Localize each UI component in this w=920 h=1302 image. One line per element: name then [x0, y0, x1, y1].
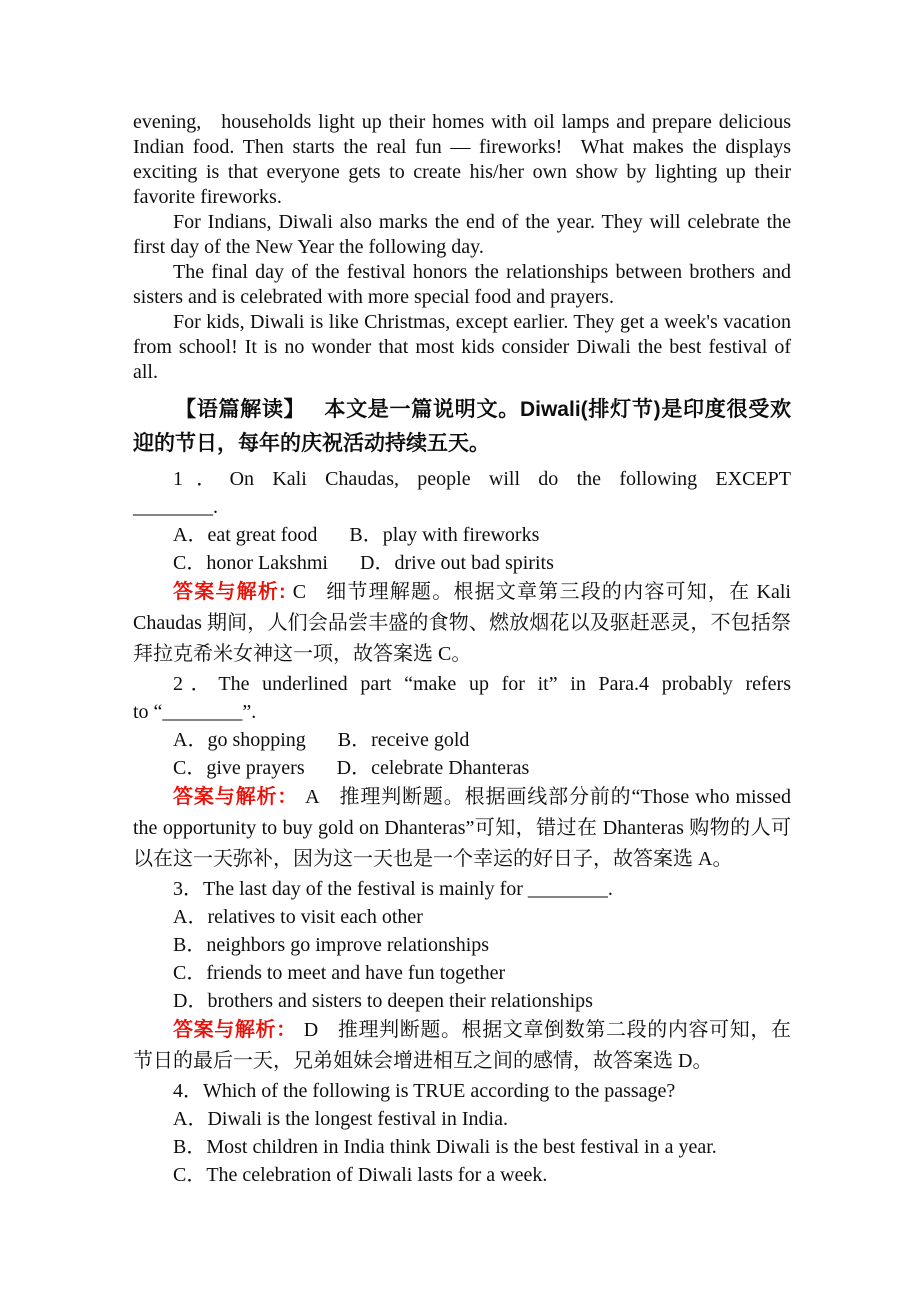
- option-d: D．celebrate Dhanteras: [336, 757, 530, 779]
- option-a: A．eat great food: [173, 524, 318, 546]
- answer-letter: D: [303, 1019, 319, 1041]
- question-1: [133, 465, 791, 670]
- passage-paragraph: For Indians, Diwali also marks the end of the year. They will celebrate the first day of the New Year the following day.: [133, 211, 791, 258]
- option-row: [133, 987, 791, 1015]
- option-c: C．give prayers: [173, 757, 305, 779]
- option-row: [133, 903, 791, 931]
- analysis-text: 推理判断题。根据画线部分前的“Those who missed the opportunity to buy gold on Dhanteras”可知，错过在 Dhanteras 购物的人可以在这一天弥补，因为这一天也是一个幸运的好日子，故答案选 A。: [133, 786, 791, 870]
- option-row: [133, 521, 791, 549]
- question-stem-continuation: ________.: [133, 496, 218, 518]
- answer-letter: C: [292, 581, 307, 603]
- option-b: B．play with fireworks: [349, 524, 540, 546]
- passage-paragraph: evening, households light up their homes with oil lamps and prepare delicious Indian food. Then starts the real fun — fireworks! What makes the displays exciting is that everyone gets to create his/her own show by lighting up their favorite fireworks.: [133, 111, 791, 208]
- question-2: [133, 670, 791, 875]
- passage-paragraph: For kids, Diwali is like Christmas, except earlier. They get a week's vacation from school! It is no wonder that most kids consider Diwali the best festival of all.: [133, 311, 791, 383]
- option-row: [133, 549, 791, 577]
- option-row: [133, 931, 791, 959]
- passage-interpretation: [133, 393, 791, 461]
- question-stem: 3．The last day of the festival is mainly for ________.: [173, 878, 613, 900]
- analysis-text: 细节理解题。根据文章第三段的内容可知，在 Kali Chaudas 期间，人们会品尝丰盛的食物、燃放烟花以及驱赶恶灵，不包括祭拜拉克希米女神这一项，故答案选 C。: [133, 581, 791, 665]
- page-content: [133, 110, 791, 1189]
- question-4: [133, 1077, 791, 1189]
- option-row: [133, 726, 791, 754]
- option-row: [133, 1105, 791, 1133]
- interpretation-label: 【语篇解读】: [175, 398, 306, 421]
- passage-paragraph: The final day of the festival honors the relationships between brothers and sisters and is celebrated with more special food and prayers.: [133, 261, 791, 308]
- question-stem-continuation: to “________”.: [133, 701, 257, 723]
- question-stem: 1．On Kali Chaudas, people will do the following EXCEPT: [173, 468, 791, 490]
- option-b: B．Most children in India think Diwali is the best festival in a year.: [173, 1136, 717, 1158]
- option-d: D．drive out bad spirits: [360, 552, 554, 574]
- question-3: [133, 875, 791, 1077]
- answer-analysis: [133, 1015, 791, 1077]
- answer-label: 答案与解析:: [173, 581, 286, 603]
- option-c: C．The celebration of Diwali lasts for a week.: [173, 1164, 548, 1186]
- option-row: [133, 1133, 791, 1161]
- option-a: A．Diwali is the longest festival in India.: [173, 1108, 508, 1130]
- answer-letter: A: [305, 786, 320, 808]
- answer-analysis: [133, 782, 791, 875]
- answer-analysis: [133, 577, 791, 670]
- interpretation-text: 本文是一篇说明文。Diwali(排灯节)是印度很受欢迎的节日，每年的庆祝活动持续五天。: [133, 398, 792, 455]
- option-d: D．brothers and sisters to deepen their relationships: [173, 990, 593, 1012]
- option-row: [133, 1161, 791, 1189]
- option-row: [133, 754, 791, 782]
- answer-label: 答案与解析：: [173, 786, 299, 808]
- option-a: A．relatives to visit each other: [173, 906, 423, 928]
- answer-label: 答案与解析：: [173, 1019, 297, 1041]
- option-a: A．go shopping: [173, 729, 306, 751]
- option-b: B．receive gold: [337, 729, 470, 751]
- question-stem: 2．The underlined part “make up for it” in Para.4 probably refers: [173, 673, 791, 695]
- option-b: B．neighbors go improve relationships: [173, 934, 490, 956]
- option-c: C．friends to meet and have fun together: [173, 962, 506, 984]
- option-c: C．honor Lakshmi: [173, 552, 328, 574]
- option-row: [133, 959, 791, 987]
- question-stem: 4．Which of the following is TRUE according to the passage?: [173, 1080, 676, 1102]
- analysis-text: 推理判断题。根据文章倒数第二段的内容可知，在节日的最后一天，兄弟姐妹会增进相互之间的感情，故答案选 D。: [133, 1019, 792, 1072]
